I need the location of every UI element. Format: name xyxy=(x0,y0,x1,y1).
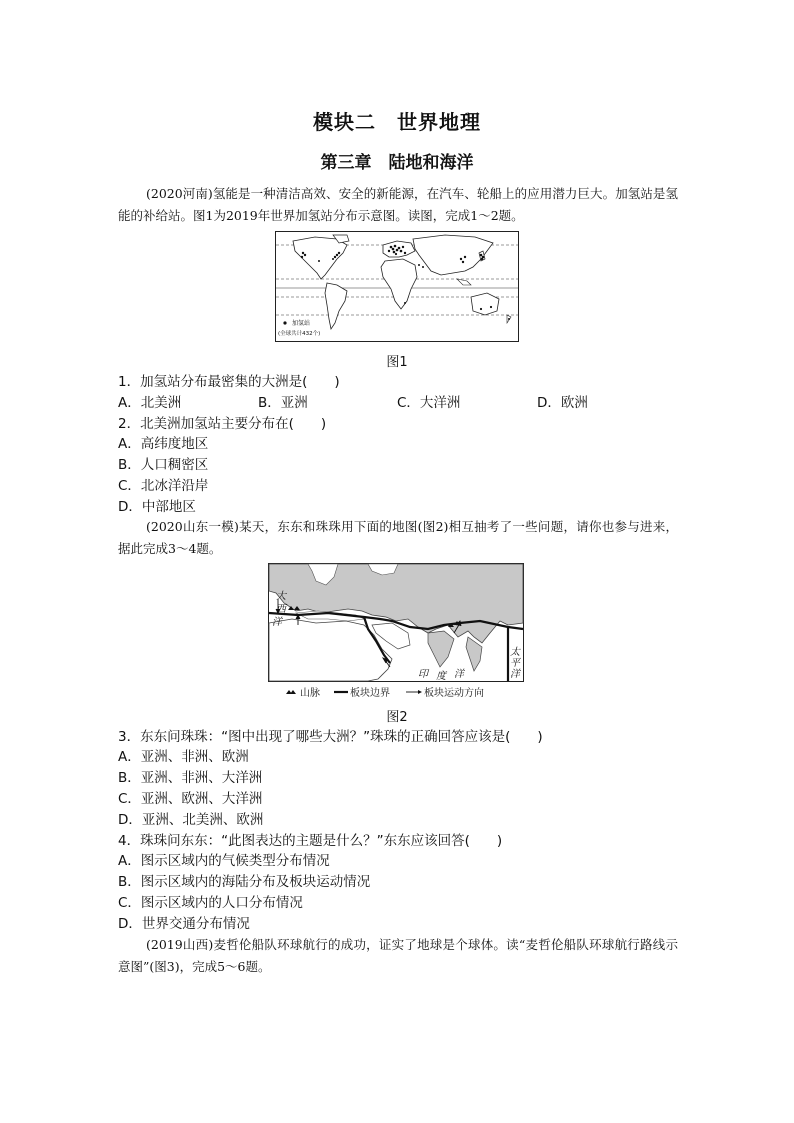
figure1-caption: 图1 xyxy=(386,355,408,370)
label-indian-1: 印 xyxy=(418,669,428,680)
q2-option-b[interactable]: B．人口稠密区 xyxy=(118,457,209,473)
figure1-legend-note: (全球共计432个) xyxy=(278,331,321,337)
q1-option-b[interactable]: B．亚洲 xyxy=(258,395,308,411)
q2-option-a[interactable]: A．高纬度地区 xyxy=(118,436,209,452)
label-atlantic-1: 大 xyxy=(276,591,286,602)
question-3-stem: 3．东东问珠珠：“图中出现了哪些大洲？”珠珠的正确回答应该是( ) xyxy=(118,729,543,745)
label-atlantic-2: 西 xyxy=(276,604,286,615)
q1-option-a[interactable]: A．北美洲 xyxy=(118,395,182,411)
legend-boundary: 板块边界 xyxy=(350,688,390,699)
q4-option-a[interactable]: A．图示区域内的气候类型分布情况 xyxy=(118,853,330,869)
label-pacific-2: 平 xyxy=(510,658,520,669)
figure1-legend-label: 加氢站 xyxy=(292,320,311,327)
label-pacific-1: 太 xyxy=(510,647,520,658)
intro-paragraph-1: (2020河南)氢能是一种清洁高效、安全的新能源，在汽车、轮船上的应用潜力巨大。加氢站是氢能的补给站。图1为2019年世界加氢站分布示意图。读图，完成1～2题。 xyxy=(118,186,678,223)
q4-option-c[interactable]: C．图示区域内的人口分布情况 xyxy=(118,895,303,911)
intro-paragraph-2: (2020山东一模)某天，东东和珠珠用下面的地图(图2)相互抽考了一些问题，请你也参与进来，据此完成3～4题。 xyxy=(118,519,678,556)
figure2-caption: 图2 xyxy=(386,710,408,725)
question-2-stem: 2．北美洲加氢站主要分布在( ) xyxy=(118,416,327,432)
q3-option-d[interactable]: D．亚洲、北美洲、欧洲 xyxy=(118,812,264,828)
module-title: 模块二 世界地理 xyxy=(313,110,481,134)
q1-option-d[interactable]: D．欧洲 xyxy=(537,395,588,411)
q3-option-c[interactable]: C．亚洲、欧洲、大洋洲 xyxy=(118,791,263,807)
q4-option-d[interactable]: D．世界交通分布情况 xyxy=(118,916,250,932)
label-indian-2: 度 xyxy=(436,671,446,682)
label-atlantic-3: 洋 xyxy=(272,617,282,628)
q3-option-b[interactable]: B．亚洲、非洲、大洋洲 xyxy=(118,770,263,786)
legend-movement: 板块运动方向 xyxy=(424,688,484,699)
question-1-options xyxy=(118,393,678,413)
legend-mountain: 山脉 xyxy=(300,688,320,699)
label-indian-3: 洋 xyxy=(454,669,464,680)
q4-option-b[interactable]: B．图示区域内的海陆分布及板块运动情况 xyxy=(118,874,371,890)
intro-paragraph-3: (2019山西)麦哲伦船队环球航行的成功，证实了地球是个球体。读“麦哲伦船队环球航行路线示意图”(图3)，完成5～6题。 xyxy=(118,937,678,974)
q1-option-c[interactable]: C．大洋洲 xyxy=(397,395,461,411)
q2-option-c[interactable]: C．北冰洋沿岸 xyxy=(118,478,209,494)
question-1-stem: 1．加氢站分布最密集的大洲是( ) xyxy=(118,374,340,390)
mountain-legend-icon xyxy=(286,690,296,694)
figure1-world-map xyxy=(275,231,519,342)
q3-option-a[interactable]: A．亚洲、非洲、欧洲 xyxy=(118,749,249,765)
q2-option-d[interactable]: D．中部地区 xyxy=(118,499,196,515)
chapter-title: 第三章 陆地和海洋 xyxy=(320,153,474,173)
label-pacific-3: 洋 xyxy=(510,669,520,680)
figure2-plate-map xyxy=(268,563,524,700)
question-4-stem: 4．珠珠问东东：“此图表达的主题是什么？”东东应该回答( ) xyxy=(118,833,503,849)
